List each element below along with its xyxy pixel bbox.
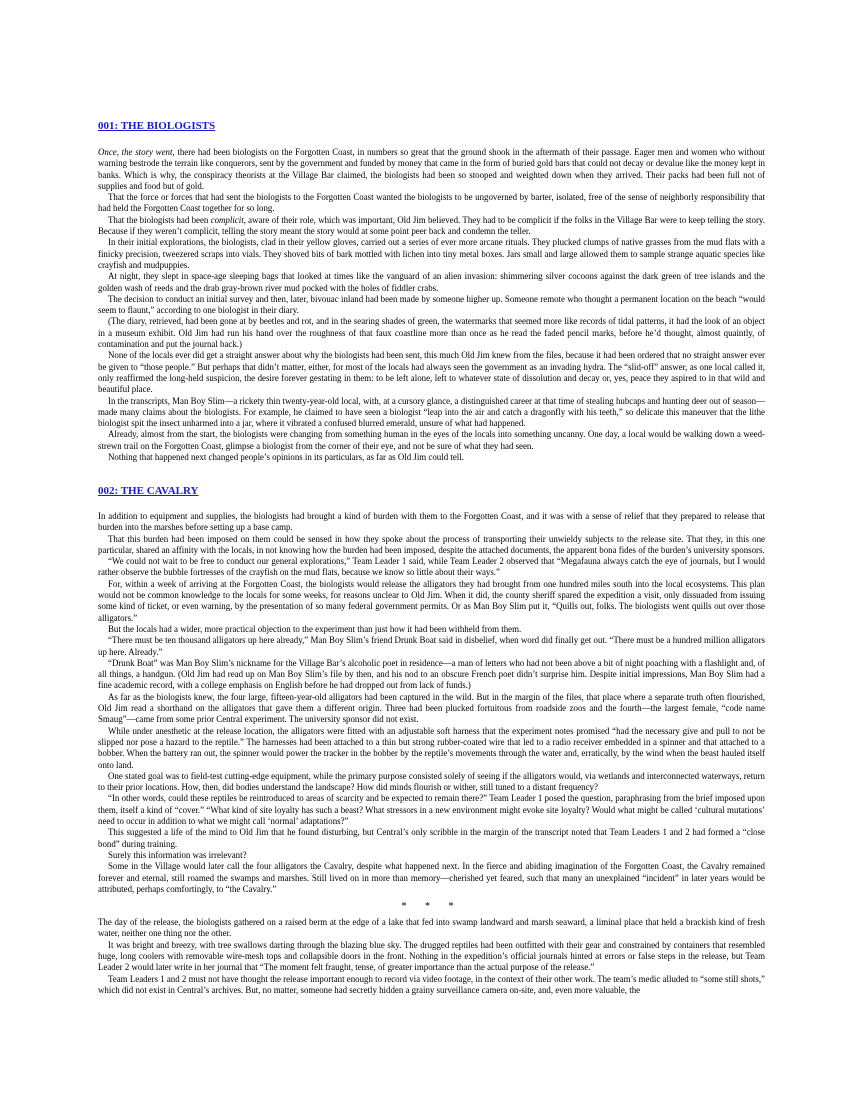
- section-heading-cavalry[interactable]: 002: THE CAVALRY: [98, 485, 199, 497]
- paragraph: (The diary, retrieved, had been gone at by beetles and rot, and in the searing shades of green, the watermarks that seemed more like records of tidal patterns, it had the look of an object in a museum exhibit. Old Jim had run his hand over the roughness of that faux coastline more than once as he read the faded pencil marks, before he’d thought, almost quaintly, of contamination and put the journal back.): [98, 316, 765, 350]
- paragraph: None of the locals ever did get a straight answer about why the biologists had been sent, this much Old Jim knew from the files, because it had been ordered that no straight answer ever be given to “those people.” But perhaps that didn’t matter, either, for most of the locals had always seen the government as an invading hydra. The “slid-off” answer, as one local called it, only reaffirmed the long-held suspicion, the desire forever gestating in them: to be left alone, left to whatever state of dissolution and decay or, yes, peace they aspired to in that wild and beautiful place.: [98, 350, 765, 395]
- paragraph: In their initial explorations, the biologists, clad in their yellow gloves, carried out a series of ever more arcane rituals. They plucked clumps of native grasses from the mud flats with a finicky precision, tweezered scraps into vials. They shoved bits of bark mottled with lichen into tiny metal boxes. Jars small and large allowed them to sample strange aquatic species like crayfish and mudpuppies.: [98, 237, 765, 270]
- paragraph: At night, they slept in space-age sleeping bags that looked at times like the vanguard of an alien invasion: shimmering silver cocoons against the dark green of tree islands and the golden wash of reeds and the drab gray-brown river mud pocked with the holes of fiddler crabs.: [98, 271, 765, 293]
- paragraph: In the transcripts, Man Boy Slim—a rickety thin twenty-year-old local, with, at a cursory glance, a distinguished career at that time of stealing hubcaps and hunting deer out of season—made many claims about the biologists. For example, he claimed to have seen a biologist “leap into the air and catch a dragonfly with his teeth,” so delicate this maneuver that the lithe biologist spit the insect unharmed into a jar, where it vibrated a confused blurred emerald, unsure of what had happened.: [98, 395, 765, 429]
- paragraph: That the force or forces that had sent the biologists to the Forgotten Coast wanted the biologists to be ungoverned by barter, isolated, free of the sense of neighborly responsibility that had held the Forgotten Coast together for so long.: [98, 192, 765, 214]
- paragraph: [98, 215, 765, 238]
- paragraph-text: there had been biologists on the Forgotten Coast, in numbers so great that the ground shook in the aftermath of their passage. Eager men and women who without warning bestrode the terrain like conquerors, sent by the government and funded by money that came in the form of buried gold bars that could not decay or devalue like the money kept in banks. Which is why, the conspiracy theorists at the Village Bar claimed, the biologists had been so stooped and weighted down when they arrived. Their packs had been full not of supplies and food but of gold.: [98, 147, 765, 191]
- paragraph: “Drunk Boat” was Man Boy Slim’s nickname for the Village Bar’s alcoholic poet in residence—a man of letters who had not been above a bit of night poaching with a flashlight and, of all things, a handgun. (Old Jim had read up on Man Boy Slim’s file by then, and his nod to an obscure French poet didn’t surprise him. Despite initial impressions, Man Boy Slim had a fine academic record, with a college emphasis on English before he had dropped out from lack of funds.): [98, 657, 765, 691]
- paragraph: “There must be ten thousand alligators up here already,” Man Boy Slim’s friend Drunk Boat said in disbelief, when word did finally get out. “There must be a hundred million alligators up here. Already.”: [98, 635, 765, 657]
- paragraph: But the locals had a wider, more practical objection to the experiment than just how it had been withheld from them.: [108, 623, 522, 634]
- paragraph: That this burden had been imposed on them could be sensed in how they spoke about the process of transporting their unwieldy subjects to the release site. That they, in this one particular, shared an affinity with the locals, in not knowing how the burden had been imposed, despite the attached documents, the apparent bona fides of the burden’s university sponsors.: [98, 533, 765, 555]
- emphasis-text: Once, the story went,: [98, 147, 175, 157]
- paragraph: It was bright and breezy, with tree swallows darting through the blazing blue sky. The drugged reptiles had been outfitted with their gear and constrained by containers that resembled huge, long coolers with removable wire-mesh tops and collapsible doors in the front. Nothing in the expedition’s official journals hinted at errors or false steps in the release, but Team Leader 2 would later write in her journal that “The moment felt fraught, tense, of greater importance than the actual purpose of the release.”: [98, 939, 765, 973]
- paragraph: Already, almost from the start, the biologists were changing from something human in the eyes of the locals into something uncanny. One day, a local would be walking down a weed-strewn trail on the Forgotten Coast, glimpse a biologist from the corner of their eye, and not be sure of what they had seen.: [98, 429, 765, 451]
- section-biologists-body: [98, 147, 765, 463]
- paragraph: This suggested a life of the mind to Old Jim that he found disturbing, but Central’s only scribble in the margin of the transcript noted that Team Leaders 1 and 2 had formed a “close bond” during training.: [98, 827, 765, 849]
- paragraph: The decision to conduct an initial survey and then, later, bivouac inland had been made by someone higher up. Someone remote who thought a permanent location on the beach “would seem to flaunt,” according to one biologist in their diary.: [98, 293, 765, 316]
- paragraph: One stated goal was to field-test cutting-edge equipment, while the primary purpose consisted solely of seeing if the alligators would, via wetlands and interconnected waterways, return to their prior locations. How, then, did bodies understand the landscape? How did minds flourish or wither, still tuned to a distant frequency?: [98, 770, 765, 793]
- paragraph: “We could not wait to be free to conduct our general explorations,” Team Leader 1 said, while Team Leader 2 observed that “Megafauna always catch the eye of journals, but I would rather observe the bubble fortresses of the crayfish on the mud flats, because we know so little about their ways.”: [98, 556, 765, 578]
- paragraph: Surely this information was irrelevant?: [108, 849, 247, 860]
- paragraph: [98, 147, 765, 192]
- section-heading-biologists[interactable]: 001: THE BIOLOGISTS: [98, 120, 216, 132]
- paragraph-text: That the biologists had been: [108, 214, 211, 225]
- paragraph: Team Leaders 1 and 2 must not have thought the release important enough to record via video footage, in the context of their other work. The team’s medic alluded to “some still shots,” which did not exist in Central’s archives. But, no matter, someone had secretly hidden a grainy surveillance camera on-site, and, even more valuable, the: [98, 973, 765, 995]
- paragraph: While under anesthetic at the release location, the alligators were fitted with an adjustable soft harness that the experiment notes promised “had the necessary give and pull to not be slipped nor pose a hazard to the reptile.” The harnesses had been attached to a thin but strong rubber-coated wire that led to a radio receiver embedded in a spinner and that attached to a bobber. When the battery ran out, the spinner would power the tracker in the bobber by the reptile’s movements through the water and, erratically, by the wind when the beast hauled itself onto land.: [98, 725, 765, 770]
- paragraph: For, within a week of arriving at the Forgotten Coast, the biologists would release the alligators they had brought from one hundred miles south into the local ecosystems. This plan would not be common knowledge to the locals for some weeks, for reasons unclear to Old Jim. When it did, the county sheriff spared the expedition a visit, only dissuaded from issuing some kind of ticket, or even warning, by the presentation of so many federal government permits. Or as Man Boy Slim put it, “Quills out, folks. The biologists went quills out over those alligators.”: [98, 578, 765, 623]
- section-break-stars: * * *: [401, 901, 462, 913]
- paragraph: “In other words, could these reptiles be reintroduced to areas of scarcity and be expected to remain there?” Team Leader 1 posed the question, paraphrasing from the brief imposed upon them, itself a kind of “cover.” “What kind of site loyalty has such a beast? What stressors in a new environment might evoke site loyalty? Would what might be called ‘cultural mutations’ need to occur in addition to what we might call ‘normal’ adaptations?”: [98, 793, 765, 827]
- paragraph: Some in the Village would later call the four alligators the Cavalry, despite what happened next. In the fierce and abiding imagination of the Forgotten Coast, the Cavalry remained forever and eternal, still roamed the swamps and marshes. Still lived on in more than memory—cherished yet feared, such that many an unexplained “incident” in later years would be attributed, perhaps comfortingly, to “the Cavalry.”: [98, 861, 765, 894]
- paragraph: The day of the release, the biologists gathered on a raised berm at the edge of a lake that fed into swamp landward and marsh seaward, a liminal place that held a brackish kind of fresh water, neither one thing nor the other.: [98, 917, 765, 939]
- emphasis-text: complicit: [210, 214, 244, 225]
- paragraph: Nothing that happened next changed people’s opinions in its particulars, as far as Old Jim could tell.: [108, 452, 464, 463]
- paragraph-text: , aware of their role, which was important, Old Jim believed. They had to be complicit if the folks in the Village Bar were to keep telling the story. Because if they weren’t complicit, telling the story meant the story would at some point peer back and condemn the teller.: [98, 214, 765, 237]
- section-cavalry-body: [98, 511, 765, 996]
- paragraph: In addition to equipment and supplies, the biologists had brought a kind of burden with them to the Forgotten Coast, and it was with a sense of relief that they prepared to release that burden into the marshes before setting up a base camp.: [98, 511, 765, 533]
- paragraph: As far as the biologists knew, the four large, fifteen-year-old alligators had been captured in the wild. But in the margin of the files, that place where a separate truth often flourished, Old Jim read a shorthand on the alligators that gave them a different origin. Three had been plucked fortuitous from roadside zoos and the fourth—the largest female, “code name Smaug”—came from some prior Central experiment. The university sponsor did not exist.: [98, 691, 765, 725]
